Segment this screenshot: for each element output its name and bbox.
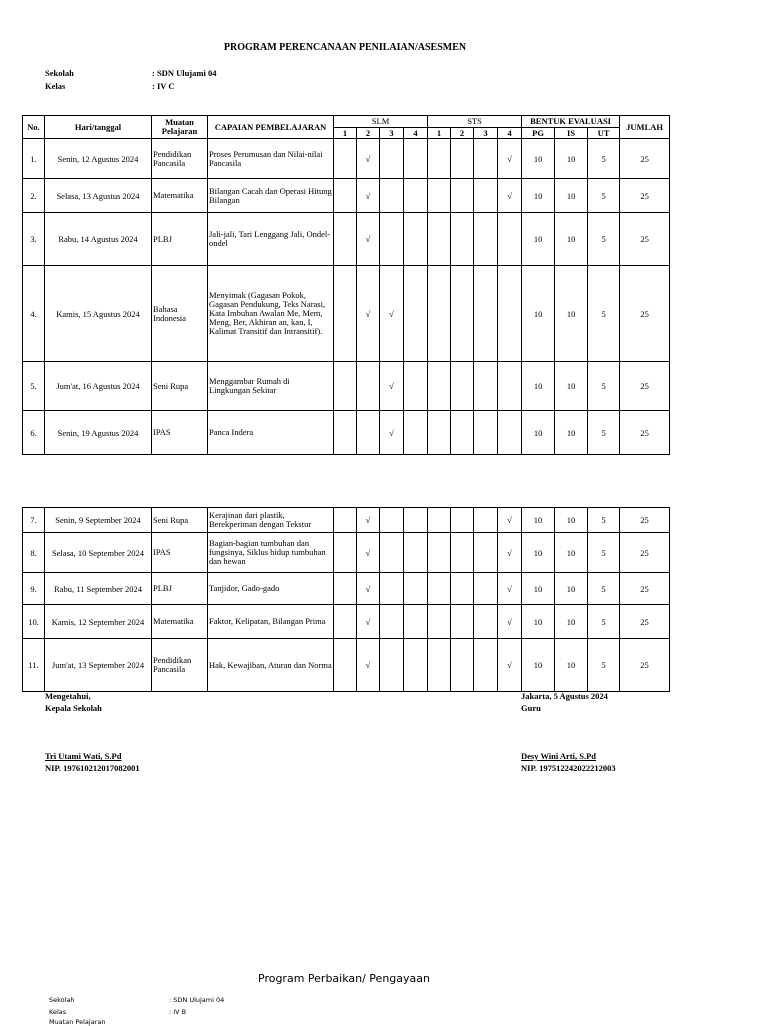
row-total: 25 bbox=[620, 573, 670, 605]
table-row bbox=[23, 266, 670, 362]
row-date: Jum'at, 16 Agustus 2024 bbox=[45, 362, 152, 411]
sts-3-cell bbox=[474, 605, 498, 639]
row-achievement: Tanjidor, Gado-gado bbox=[208, 573, 334, 605]
row-number: 8. bbox=[23, 533, 45, 573]
header-subject: Muatan Pelajaran bbox=[152, 116, 208, 139]
slm-3-cell bbox=[380, 213, 404, 266]
row-pg: 10 bbox=[522, 266, 555, 362]
slm-3-cell: √ bbox=[380, 266, 404, 362]
slm-3-cell bbox=[380, 179, 404, 213]
row-pg: 10 bbox=[522, 508, 555, 533]
slm-1-cell bbox=[334, 573, 357, 605]
slm-1-cell bbox=[334, 139, 357, 179]
header-pg: PG bbox=[522, 128, 555, 139]
row-total: 25 bbox=[620, 533, 670, 573]
row-is: 10 bbox=[555, 362, 588, 411]
sts-1-cell bbox=[428, 266, 451, 362]
sts-2-cell bbox=[451, 139, 474, 179]
slm-2-cell bbox=[357, 411, 380, 455]
slm-2-cell: √ bbox=[357, 139, 380, 179]
sts-1-cell bbox=[428, 179, 451, 213]
slm-4-cell bbox=[404, 179, 428, 213]
sts-4-cell: √ bbox=[498, 139, 522, 179]
header-sts-3: 3 bbox=[474, 128, 498, 139]
sts-1-cell bbox=[428, 639, 451, 692]
sts-4-cell: √ bbox=[498, 179, 522, 213]
slm-2-cell: √ bbox=[357, 213, 380, 266]
slm-4-cell bbox=[404, 508, 428, 533]
table-row bbox=[23, 573, 670, 605]
principal-title: Kepala Sekolah bbox=[45, 703, 102, 713]
sts-1-cell bbox=[428, 605, 451, 639]
row-total: 25 bbox=[620, 266, 670, 362]
p2-school-label: Sekolah bbox=[49, 996, 75, 1004]
row-subject: Bahasa Indonesia bbox=[152, 266, 208, 362]
slm-1-cell bbox=[334, 266, 357, 362]
p2-subject-label: Muatan Pelajaran bbox=[49, 1018, 106, 1026]
row-subject: PLBJ bbox=[152, 573, 208, 605]
row-achievement: Jali-jali, Tari Lenggang Jali, Ondel-ondel bbox=[208, 213, 334, 266]
row-subject: IPAS bbox=[152, 533, 208, 573]
sts-3-cell bbox=[474, 266, 498, 362]
row-achievement: Panca Indera bbox=[208, 411, 334, 455]
row-is: 10 bbox=[555, 573, 588, 605]
row-is: 10 bbox=[555, 266, 588, 362]
slm-4-cell bbox=[404, 362, 428, 411]
sts-3-cell bbox=[474, 508, 498, 533]
slm-2-cell: √ bbox=[357, 573, 380, 605]
row-subject: IPAS bbox=[152, 411, 208, 455]
row-achievement: Proses Perumusan dan Nilai-nilai Pancasila bbox=[208, 139, 334, 179]
header-slm-3: 3 bbox=[380, 128, 404, 139]
sts-4-cell: √ bbox=[498, 508, 522, 533]
slm-3-cell: √ bbox=[380, 362, 404, 411]
sts-2-cell bbox=[451, 639, 474, 692]
slm-4-cell bbox=[404, 139, 428, 179]
row-subject: PLBJ bbox=[152, 213, 208, 266]
row-pg: 10 bbox=[522, 411, 555, 455]
header-eval: BENTUK EVALUASI bbox=[522, 116, 620, 128]
row-achievement: Kerajinan dari plastik, Berekperiman dengan Tekstur bbox=[208, 508, 334, 533]
teacher-title: Guru bbox=[521, 703, 541, 713]
row-subject: Pendidikan Pancasila bbox=[152, 639, 208, 692]
slm-4-cell bbox=[404, 639, 428, 692]
slm-2-cell: √ bbox=[357, 533, 380, 573]
row-date: Selasa, 13 Agustus 2024 bbox=[45, 179, 152, 213]
row-date: Jum'at, 13 September 2024 bbox=[45, 639, 152, 692]
slm-3-cell bbox=[380, 605, 404, 639]
sts-2-cell bbox=[451, 533, 474, 573]
sts-3-cell bbox=[474, 139, 498, 179]
row-number: 4. bbox=[23, 266, 45, 362]
p2-class-label: Kelas bbox=[49, 1008, 67, 1016]
row-total: 25 bbox=[620, 362, 670, 411]
table-row bbox=[23, 508, 670, 533]
sts-4-cell: √ bbox=[498, 573, 522, 605]
row-date: Selasa, 10 September 2024 bbox=[45, 533, 152, 573]
sts-2-cell bbox=[451, 508, 474, 533]
row-ut: 5 bbox=[588, 139, 620, 179]
header-is: IS bbox=[555, 128, 588, 139]
sts-4-cell: √ bbox=[498, 605, 522, 639]
row-number: 1. bbox=[23, 139, 45, 179]
acknowledged-label: Mengetahui, bbox=[45, 691, 91, 701]
row-pg: 10 bbox=[522, 533, 555, 573]
row-date: Rabu, 11 September 2024 bbox=[45, 573, 152, 605]
sts-2-cell bbox=[451, 266, 474, 362]
row-number: 2. bbox=[23, 179, 45, 213]
row-ut: 5 bbox=[588, 573, 620, 605]
row-pg: 10 bbox=[522, 179, 555, 213]
row-ut: 5 bbox=[588, 639, 620, 692]
assessment-table-1 bbox=[22, 115, 670, 455]
row-subject: Seni Rupa bbox=[152, 508, 208, 533]
header-achievement: CAPAIAN PEMBELAJARAN bbox=[208, 116, 334, 139]
sts-3-cell bbox=[474, 362, 498, 411]
row-ut: 5 bbox=[588, 411, 620, 455]
row-pg: 10 bbox=[522, 139, 555, 179]
slm-3-cell bbox=[380, 508, 404, 533]
slm-2-cell bbox=[357, 362, 380, 411]
sts-4-cell bbox=[498, 362, 522, 411]
row-ut: 5 bbox=[588, 533, 620, 573]
sts-1-cell bbox=[428, 508, 451, 533]
sts-4-cell: √ bbox=[498, 639, 522, 692]
sts-2-cell bbox=[451, 411, 474, 455]
row-total: 25 bbox=[620, 411, 670, 455]
slm-1-cell bbox=[334, 508, 357, 533]
place-date: Jakarta, 5 Agustus 2024 bbox=[521, 691, 608, 701]
row-total: 25 bbox=[620, 213, 670, 266]
sts-4-cell bbox=[498, 411, 522, 455]
table-row bbox=[23, 139, 670, 179]
row-achievement: Bagian-bagian tumbuhan dan fungsinya, Siklus hidup tumbuhan dan hewan bbox=[208, 533, 334, 573]
p2-class-value: : IV B bbox=[169, 1008, 187, 1016]
header-sts-2: 2 bbox=[451, 128, 474, 139]
row-subject: Pendidikan Pancasila bbox=[152, 139, 208, 179]
row-is: 10 bbox=[555, 533, 588, 573]
slm-1-cell bbox=[334, 213, 357, 266]
slm-2-cell: √ bbox=[357, 508, 380, 533]
header-slm-4: 4 bbox=[404, 128, 428, 139]
sts-1-cell bbox=[428, 411, 451, 455]
class-label: Kelas bbox=[45, 81, 66, 91]
row-is: 10 bbox=[555, 139, 588, 179]
row-total: 25 bbox=[620, 605, 670, 639]
sts-3-cell bbox=[474, 573, 498, 605]
teacher-name: Desy Wini Arti, S.Pd bbox=[521, 751, 597, 761]
slm-2-cell: √ bbox=[357, 639, 380, 692]
header-slm-2: 2 bbox=[357, 128, 380, 139]
row-is: 10 bbox=[555, 179, 588, 213]
row-number: 9. bbox=[23, 573, 45, 605]
row-total: 25 bbox=[620, 139, 670, 179]
row-pg: 10 bbox=[522, 639, 555, 692]
row-date: Senin, 19 Agustus 2024 bbox=[45, 411, 152, 455]
slm-2-cell: √ bbox=[357, 179, 380, 213]
sts-3-cell bbox=[474, 213, 498, 266]
sts-2-cell bbox=[451, 213, 474, 266]
row-pg: 10 bbox=[522, 605, 555, 639]
slm-3-cell bbox=[380, 533, 404, 573]
sts-4-cell bbox=[498, 213, 522, 266]
row-pg: 10 bbox=[522, 362, 555, 411]
table-row bbox=[23, 362, 670, 411]
row-number: 5. bbox=[23, 362, 45, 411]
p2-school-value: : SDN Ulujami 04 bbox=[169, 996, 225, 1004]
slm-1-cell bbox=[334, 411, 357, 455]
sts-1-cell bbox=[428, 573, 451, 605]
header-total: JUMLAH bbox=[620, 116, 670, 139]
sts-3-cell bbox=[474, 533, 498, 573]
slm-1-cell bbox=[334, 533, 357, 573]
row-is: 10 bbox=[555, 639, 588, 692]
header-sts-1: 1 bbox=[428, 128, 451, 139]
header-date: Hari/tanggal bbox=[45, 116, 152, 139]
sts-2-cell bbox=[451, 573, 474, 605]
slm-4-cell bbox=[404, 573, 428, 605]
document-title: PROGRAM PERENCANAAN PENILAIAN/ASESMEN bbox=[223, 42, 467, 53]
slm-1-cell bbox=[334, 362, 357, 411]
row-date: Kamis, 12 September 2024 bbox=[45, 605, 152, 639]
table-row bbox=[23, 639, 670, 692]
sts-3-cell bbox=[474, 411, 498, 455]
row-date: Senin, 9 September 2024 bbox=[45, 508, 152, 533]
sts-2-cell bbox=[451, 605, 474, 639]
row-subject: Seni Rupa bbox=[152, 362, 208, 411]
sts-1-cell bbox=[428, 139, 451, 179]
row-is: 10 bbox=[555, 508, 588, 533]
header-slm: SLM bbox=[334, 116, 428, 128]
row-number: 7. bbox=[23, 508, 45, 533]
row-ut: 5 bbox=[588, 266, 620, 362]
row-is: 10 bbox=[555, 605, 588, 639]
teacher-nip: NIP. 197512242022212003 bbox=[521, 763, 616, 773]
row-ut: 5 bbox=[588, 362, 620, 411]
header-no: No. bbox=[23, 116, 45, 139]
school-value: : SDN Ulujami 04 bbox=[152, 68, 217, 78]
row-achievement: Menyimak (Gagasan Pokok, Gagasan Pendukung, Teks Narasi, Kata Imbuhan Awalan Me, Mem, Meng, Ber, Akhiran an, kan, I, Kalimat Transitif dan Intransitif). bbox=[208, 266, 334, 362]
slm-1-cell bbox=[334, 179, 357, 213]
row-number: 6. bbox=[23, 411, 45, 455]
table-row bbox=[23, 179, 670, 213]
assessment-table-2 bbox=[22, 507, 670, 692]
sts-4-cell: √ bbox=[498, 533, 522, 573]
slm-1-cell bbox=[334, 605, 357, 639]
row-ut: 5 bbox=[588, 213, 620, 266]
sts-2-cell bbox=[451, 362, 474, 411]
header-ut: UT bbox=[588, 128, 620, 139]
sts-1-cell bbox=[428, 213, 451, 266]
row-date: Rabu, 14 Agustus 2024 bbox=[45, 213, 152, 266]
header-sts: STS bbox=[428, 116, 522, 128]
row-pg: 10 bbox=[522, 573, 555, 605]
row-achievement: Menggambar Rumah di Lingkungan Sekitar bbox=[208, 362, 334, 411]
header-sts-4: 4 bbox=[498, 128, 522, 139]
slm-2-cell: √ bbox=[357, 605, 380, 639]
row-total: 25 bbox=[620, 179, 670, 213]
school-label: Sekolah bbox=[45, 68, 74, 78]
row-date: Kamis, 15 Agustus 2024 bbox=[45, 266, 152, 362]
slm-1-cell bbox=[334, 639, 357, 692]
slm-3-cell bbox=[380, 573, 404, 605]
row-achievement: Hak, Kewajiban, Aturan dan Norma bbox=[208, 639, 334, 692]
row-ut: 5 bbox=[588, 605, 620, 639]
sts-2-cell bbox=[451, 179, 474, 213]
row-ut: 5 bbox=[588, 508, 620, 533]
header-slm-1: 1 bbox=[334, 128, 357, 139]
class-value: : IV C bbox=[152, 81, 175, 91]
row-is: 10 bbox=[555, 411, 588, 455]
row-total: 25 bbox=[620, 639, 670, 692]
row-number: 11. bbox=[23, 639, 45, 692]
row-date: Senin, 12 Agustus 2024 bbox=[45, 139, 152, 179]
table-row bbox=[23, 533, 670, 573]
row-achievement: Faktor, Kelipatan, Bilangan Prima bbox=[208, 605, 334, 639]
row-number: 3. bbox=[23, 213, 45, 266]
slm-4-cell bbox=[404, 605, 428, 639]
table-row bbox=[23, 213, 670, 266]
table-row bbox=[23, 411, 670, 455]
slm-2-cell: √ bbox=[357, 266, 380, 362]
row-is: 10 bbox=[555, 213, 588, 266]
row-achievement: Bilangan Cacah dan Operasi Hitung Bilangan bbox=[208, 179, 334, 213]
slm-3-cell bbox=[380, 139, 404, 179]
sts-1-cell bbox=[428, 362, 451, 411]
slm-3-cell bbox=[380, 639, 404, 692]
row-pg: 10 bbox=[522, 213, 555, 266]
table-row bbox=[23, 605, 670, 639]
row-ut: 5 bbox=[588, 179, 620, 213]
slm-4-cell bbox=[404, 213, 428, 266]
slm-4-cell bbox=[404, 411, 428, 455]
row-number: 10. bbox=[23, 605, 45, 639]
slm-3-cell: √ bbox=[380, 411, 404, 455]
principal-nip: NIP. 197610212017082001 bbox=[45, 763, 140, 773]
sts-4-cell bbox=[498, 266, 522, 362]
sts-3-cell bbox=[474, 179, 498, 213]
sts-1-cell bbox=[428, 533, 451, 573]
row-subject: Matematika bbox=[152, 605, 208, 639]
row-total: 25 bbox=[620, 508, 670, 533]
row-subject: Matematika bbox=[152, 179, 208, 213]
slm-4-cell bbox=[404, 266, 428, 362]
principal-name: Tri Utami Wati, S.Pd bbox=[45, 751, 122, 761]
slm-4-cell bbox=[404, 533, 428, 573]
remedial-title: Program Perbaikan/ Pengayaan bbox=[258, 972, 430, 985]
sts-3-cell bbox=[474, 639, 498, 692]
